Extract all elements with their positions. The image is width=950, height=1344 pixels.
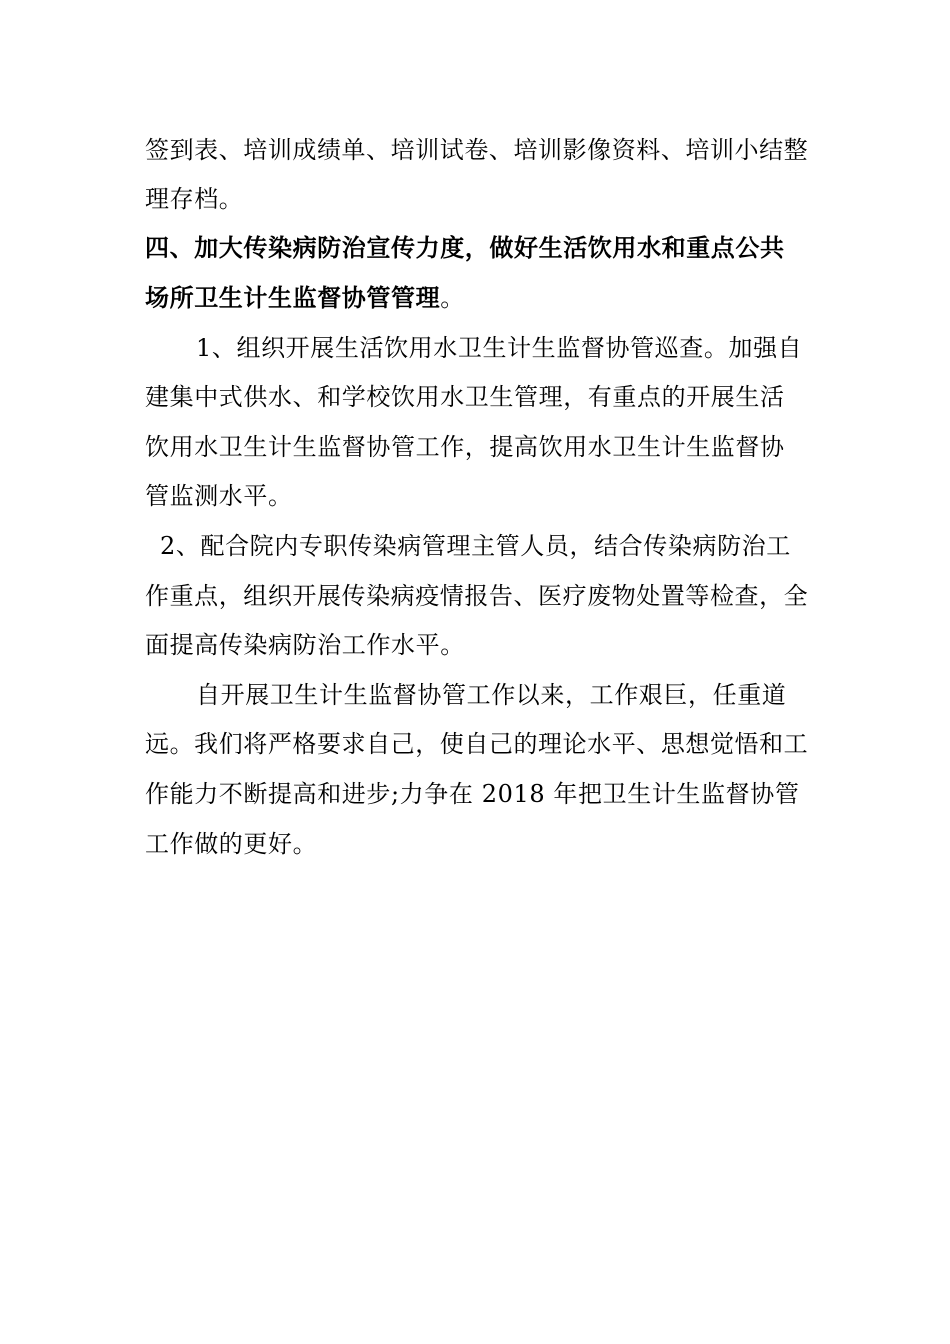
item2-line-1: 2、配合院内专职传染病管理主管人员，结合传染病防治工 [160, 532, 791, 560]
item1-line-1: 1、组织开展生活饮用水卫生计生监督协管巡查。加强自 [196, 334, 803, 362]
section-heading-text: 场所卫生计生监督协管管理 [145, 283, 441, 312]
closing-line-1: 自开展卫生计生监督协管工作以来，工作艰巨，任重道 [196, 681, 787, 709]
item2-line-2: 作重点，组织开展传染病疫情报告、医疗废物处置等检查，全 [145, 582, 809, 610]
section-heading-line-2 [145, 282, 465, 314]
section-heading-period: 。 [440, 284, 465, 312]
intro-line-2: 理存档。 [145, 185, 244, 213]
section-heading-line-1: 四、加大传染病防治宣传力度，做好生活饮用水和重点公共 [145, 233, 785, 262]
closing-line-2: 远。我们将严格要求自己，使自己的理论水平、思想觉悟和工 [145, 730, 809, 758]
item1-line-2: 建集中式供水、和学校饮用水卫生管理，有重点的开展生活 [145, 383, 785, 411]
item1-line-3: 饮用水卫生计生监督协管工作，提高饮用水卫生计生监督协 [145, 433, 785, 461]
intro-line-1: 签到表、培训成绩单、培训试卷、培训影像资料、培训小结整 [145, 136, 809, 164]
closing-line-4: 工作做的更好。 [145, 830, 318, 858]
item1-line-4: 管监测水平。 [145, 482, 293, 510]
item2-line-3: 面提高传染病防治工作水平。 [145, 631, 465, 659]
closing-line-3: 作能力不断提高和进步;力争在 2018 年把卫生计生监督协管 [145, 780, 800, 808]
